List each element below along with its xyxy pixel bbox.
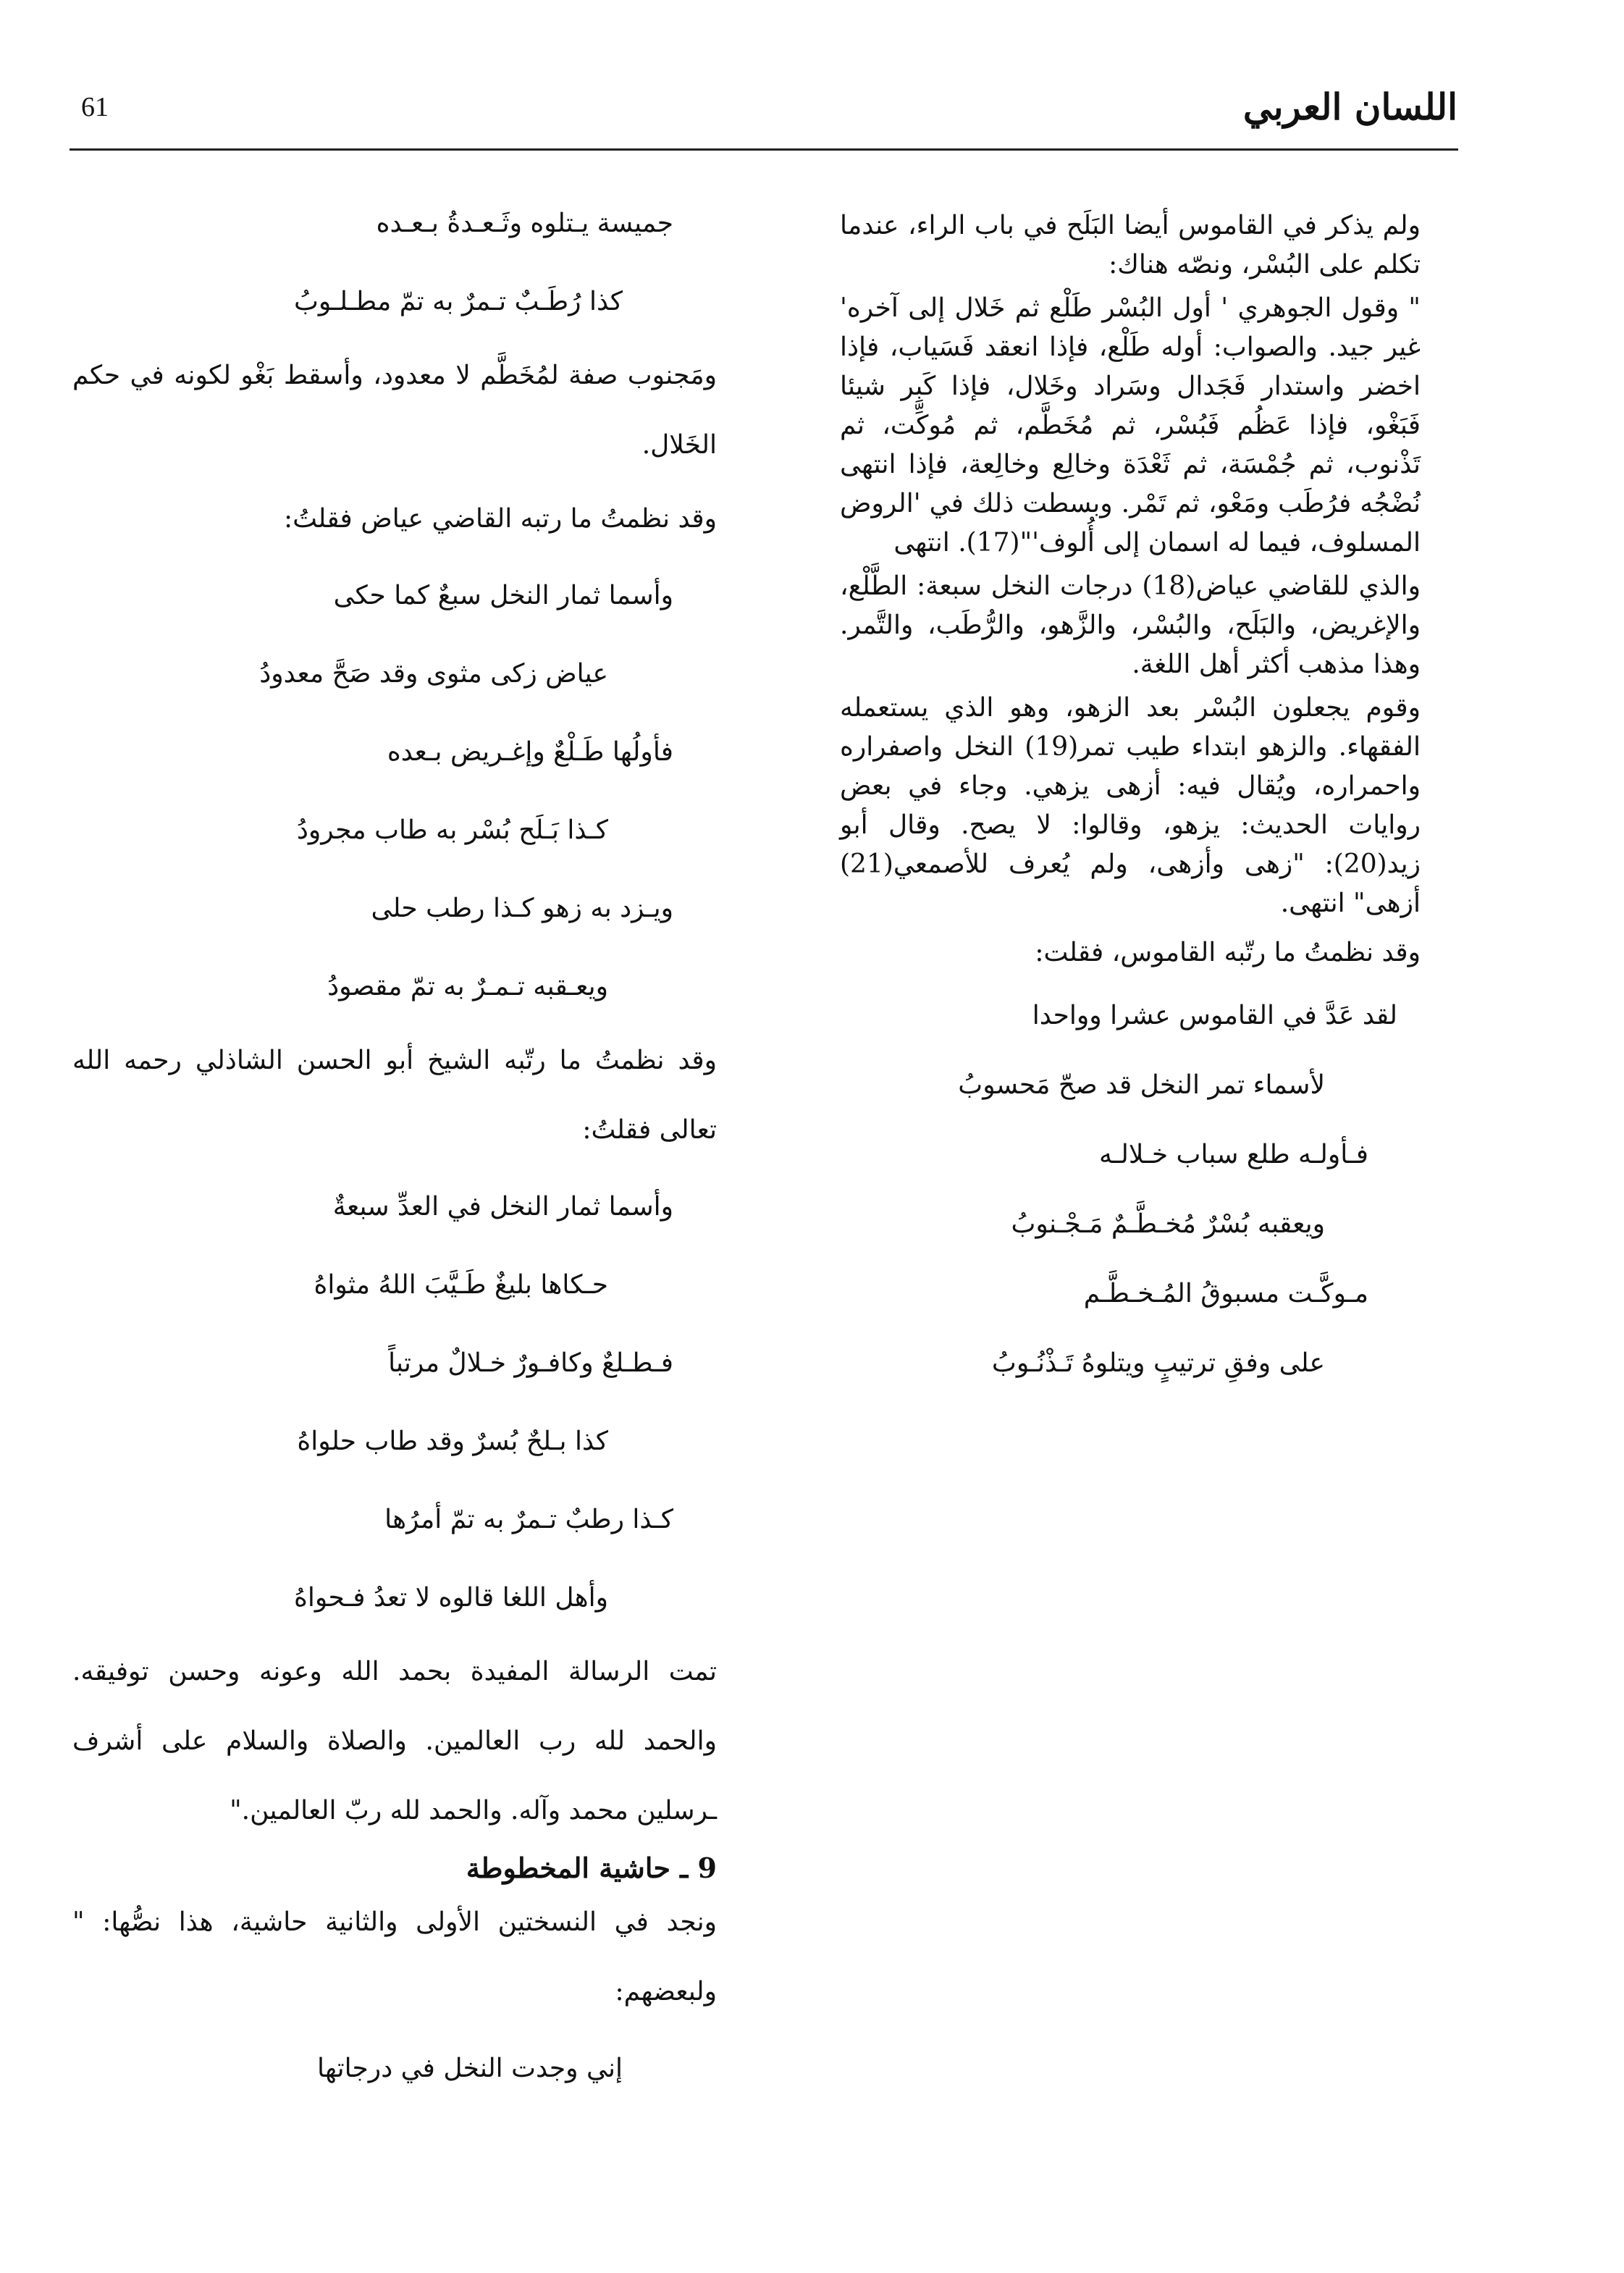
paragraph: " وقول الجوهري ' أول البُسْر طَلْع ثم خَلال إلى آخره' غير جيد. والصواب: أوله طَلْع، فإذا انعقد فَسَياب، فإذا اخضر واستدار فَجَدال وسَراد وخَلال، فإذا كَبِر شيئا فَبَغْو، فإذا عَظُم فَبُسْر، ثم مُخَطَّم، ثم مُوكِّت، ثم تَذْنوب، ثم جُمْسَة، ثم ثَعْدَة وخالِع وخالِعة، فإذا انتهى نُضْجُه فرُطَب ومَعْو، ثم تَمْر. وبسطت ذلك في 'الروض المسلوف، فيما له اسمان إلى أُلوف'"(17). انتهى [840,293,1421,558]
verse-line: فأولُها طَـلْعٌ وإغـريض بـعده [387,737,673,767]
verse-line: لقد عَدَّ في القاموس عشرا وواحدا [1032,1001,1397,1030]
verse-line: كذا بـلحٌ بُسرٌ وقد طاب حلواهُ [297,1427,608,1456]
paragraph: ومَجنوب صفة لمُخَطَّم لا معدود، وأسقط بَغْو لكونه في حكم الخَلال. [72,361,717,460]
paragraph: وقد نظمتُ ما رتّبه القاموس، فقلت: [1035,938,1421,967]
verse-line: وأسما ثمار النخل في العدِّ سبعةٌ [332,1192,673,1222]
verse-line: كـذا بَـلَح بُسْر به طاب مجرودُ [296,815,608,845]
left-column [72,206,717,2108]
verse-line: جميسة يـتلوه وثَـعـدةُ بـعـده [376,209,673,238]
section-heading: 9 ـ حاشية المخطوطة [466,1852,717,1884]
verse-line: حـكاها بليغٌ طَـيَّبَ اللهُ مثواهُ [314,1270,608,1300]
paragraph: وقوم يجعلون البُسْر بعد الزهو، وهو الذي يستعمله الفقهاء. والزهو ابتداء طيب تمر(19) النخل واصفراره واحمراره، ويُقال فيه: أزهى يزهي. وجاء في بعض روايات الحديث: يزهو، وقالوا: لا يصح. وقال أبو زيد(20): "زهى وأزهى، ولم يُعرف للأصمعي(21) أزهى" انتهى. [840,693,1421,918]
verse-line: وأهل اللغا قالوه لا تعدُ فـحواهُ [294,1583,608,1613]
paragraph: تمت الرسالة المفيدة بحمد الله وعونه وحسن توفيقه. والحمد لله رب العالمين. والصلاة والسلام على أشرف ـرسلين محمد وآله. والحمد لله ربّ العالمين." [72,1657,717,1825]
verse-line: مـوكَّـت مسبوقُ المُـخـطَّـم [1083,1279,1368,1308]
verse-line: عياض زكى مثوى وقد صَحَّ معدودُ [259,659,608,689]
verse-line: فـطـلعٌ وكافـورٌ خـلالٌ مرتباً [388,1348,673,1378]
paragraph: ونجد في النسختين الأولى والثانية حاشية، هذا نصُّها: " ولبعضهم: [72,1907,717,2007]
paragraph: وقد نظمتُ ما رتبه القاضي عياض فقلتُ: [283,504,717,534]
right-column [840,206,1463,1398]
journal-title: اللسان العربي [1242,85,1457,128]
paragraph: وقد نظمتُ ما رتّبه الشيخ أبو الحسن الشاذلي رحمه الله تعالى فقلتُ: [72,1046,717,1145]
verse-line: وأسما ثمار النخل سبعٌ كما حكى [333,581,673,610]
paragraph: ولم يذكر في القاموس أيضا البَلَح في باب الراء، عندما تكلم على البُسْر، ونصّه هناك: [840,211,1421,280]
verse-line: ويعـقبه تـمـرٌ به تمّ مقصودُ [327,972,608,1001]
header-rule [70,148,1458,151]
verse-line: لأسماء تمر النخل قد صحّ مَحسوبُ [958,1070,1325,1100]
verse-line: على وفقِ ترتيبٍ ويتلوهُ تَـذْنُـوبُ [991,1348,1325,1378]
verse-line: كذا رُطَـبٌ تـمرٌ به تمّ مطـلـوبُ [293,287,623,316]
verse-line: إني وجدت النخل في درجاتها [317,2054,623,2083]
verse-line: ويعقبه بُسْرٌ مُخـطَّـمٌ مَـجْـنوبُ [1011,1209,1325,1239]
verse-line: ويـزد به زهو كـذا رطب حلى [371,894,673,923]
verse-line: فـأولـه طلع سباب خـلالـه [1099,1140,1368,1169]
page-number: 61 [81,92,109,122]
paragraph: والذي للقاضي عياض(18) درجات النخل سبعة: الطَّلْع، والإغريض، والبَلَح، والبُسْر، والزَّهو، والرُّطَب، والتَّمر. وهذا مذهب أكثر أهل اللغة. [840,571,1421,679]
verse-line: كـذا رطبٌ تـمرٌ به تمّ أمرُها [384,1505,673,1534]
